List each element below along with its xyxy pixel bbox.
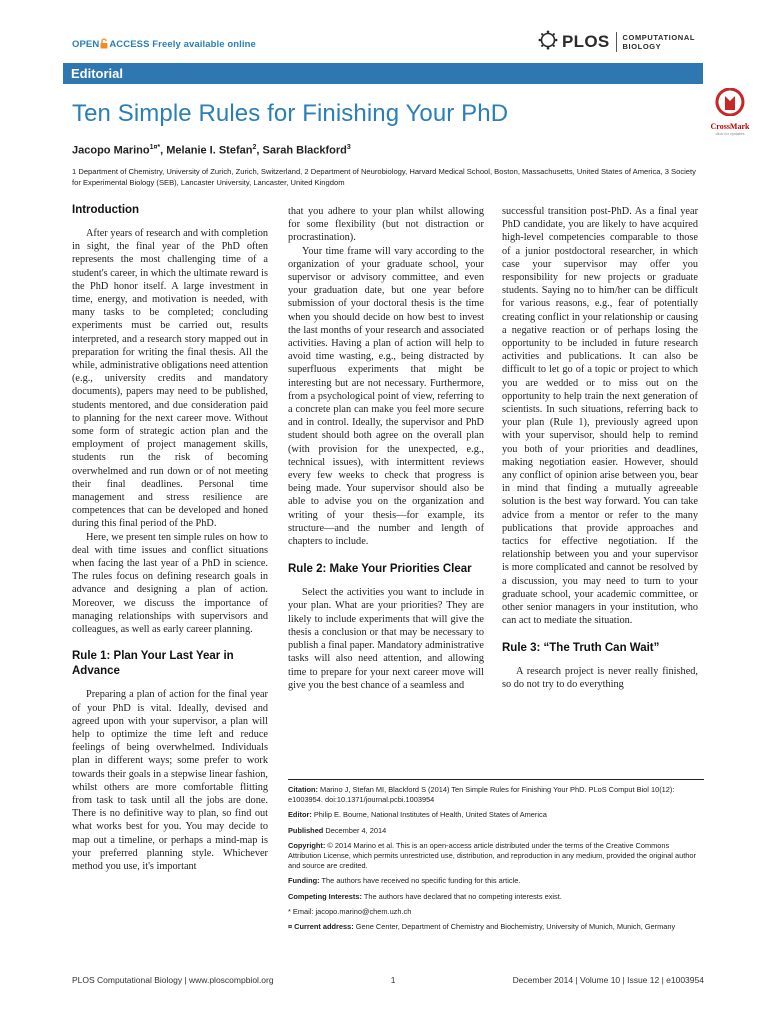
editor-text: Philip E. Bourne, National Institutes of Health, United States of America: [313, 810, 547, 820]
plos-logo-icon: [538, 30, 558, 55]
open-lock-icon: [100, 38, 108, 52]
paragraph: that you adhere to your plan whilst allowing for some flexibility (but not distraction or procrastination).: [288, 206, 484, 244]
funding-label: Funding:: [288, 876, 320, 886]
editor-label: Editor:: [288, 810, 312, 820]
section-banner: Editorial: [63, 63, 703, 84]
open-access-label: [72, 38, 256, 52]
crossmark-sub: click for updates: [715, 131, 745, 136]
published-date: December 4, 2014: [325, 825, 387, 835]
published-label: Published: [288, 825, 324, 835]
logo-divider: [616, 32, 617, 52]
oa-access-text: ACCESS Freely available online: [109, 39, 256, 50]
section-heading-rule-3: Rule 3: “The Truth Can Wait”: [502, 641, 660, 654]
page-footer: [72, 975, 704, 985]
paragraph: Select the activities you want to include in your plan. What are your priorities? They are likely to include experiments that will give the thesis a conclusion or that may be necessary to publish a final paper. Mandatory administrative tasks will also need attention, and allowing time to prepare for your next career move will give you the best chance of a seamless and: [288, 587, 484, 691]
footer-journal[interactable]: PLOS Computational Biology | www.ploscompbiol.org: [72, 975, 274, 985]
section-heading-introduction: Introduction: [72, 204, 140, 216]
competing-interests: [288, 892, 704, 902]
affiliations: 1 Department of Chemistry, University of Zurich, Zurich, Switzerland, 2 Department of Neurobiology, Harvard Medical School, Boston, Massachusetts, United States of America, 3 Society for Experimental Biology (SEB), Lancaster University, Lancaster, United Kingdom: [72, 167, 696, 187]
current-address-label: ¤ Current address:: [288, 922, 354, 932]
funding: [288, 876, 704, 886]
crossmark-label: CrossMark: [710, 122, 750, 131]
body-column-3: [502, 205, 698, 691]
paragraph: Preparing a plan of action for the final year of your PhD is vital. Ideally, devised and agreed upon with your supervisor, a plan will help to optimize the time left and reduce feelings of being overwhelmed. Individuals plan in different ways; some prefer to work towards their goals in a stepwise linear fashion, whilst others are more comfortable flitting from task to task until all the jobs are done. There is no definitive way to plan, so find out what works best for you. You may decide to map out a timeline, or perhaps a mind-map is your preferred planning style. Whichever method you use, it's important: [72, 689, 268, 872]
paragraph: Here, we present ten simple rules on how to deal with time issues and conflict situations when facing the last year of a PhD in science. The rules focus on defining research goals in advance and designing a plan of action. Moreover, we discuss the importance of managing relationships with supervisors and colleagues, as well as early career planning.: [72, 531, 268, 636]
journal-subtitle-line-1: COMPUTATIONAL: [622, 33, 696, 42]
paragraph: A research project is never really finished, so do not try to do everything: [502, 665, 698, 690]
author-name: Melanie I. Stefan: [166, 144, 253, 157]
crossmark-badge[interactable]: [706, 88, 754, 136]
author-list: Jacopo Marino$^{1¤*}$, Melanie I. Stefan$^2$, Sarah Blackford$^3$: [72, 144, 351, 157]
citation-text: Marino J, Stefan MI, Blackford S (2014) Ten Simple Rules for Finishing Your PhD. PLoS Comput Biol 10(12): e1003954. doi:10.1371/journal.pcbi.1003954: [288, 785, 675, 805]
copyright-text: © 2014 Marino et al. This is an open-access article distributed under the terms of the Creative Commons Attribution License, which permits unrestricted use, distribution, and reproduction in any medium, provided the original author and source are credited.: [288, 840, 696, 871]
current-address-text: Gene Center, Department of Chemistry and Biochemistry, University of Munich, Munich, Germany: [355, 922, 676, 932]
body-column-1: [72, 203, 268, 873]
competing-text: The authors have declared that no competing interests exist.: [363, 891, 562, 901]
competing-label: Competing Interests:: [288, 891, 362, 901]
author-name: Jacopo Marino: [72, 144, 150, 157]
paragraph: After years of research and with completion in sight, the final year of the PhD often represents the most challenging time of a student's career, in which the ultimate reward is the PhD honor itself. A large investment in time, energy, and motivation is needed, with many tasks to be completed; concluding experiments must be carried out, results interpreted, and a research story mapped out in preparation for writing the final thesis. All the while, administrative obligations need attention (e.g., university credits and mandatory documents), papers may need to be published, students mentored, and due consideration paid to planning for the next career move. Without some form of strategic action plan and the employment of project management skills, students run the risk of becoming overwhelmed and run down or of not meeting their final deadlines. Personal time management and stress resilience are competences that can be developed and honed during this final period of the PhD.: [72, 228, 268, 530]
citation: [288, 785, 704, 805]
email[interactable]: * Email: jacopo.marino@chem.uzh.ch: [288, 906, 412, 916]
paragraph: successful transition post-PhD. As a final year PhD candidate, you are likely to have acquired high-level competencies comparable to those of a junior postdoctoral researcher, in which case your supervisor may offer you responsibility for new projects or graduate students. Saying no to him/her can be difficult for various reasons, e.g., fear of potentially creating conflict in your relationship or causing a negative reaction or of perhaps losing the opportunity to be included in future research activities and publications. It can also be difficult to let go of a topic or project to which you are wedded or to miss out on the opportunity to help train the next generation of scientists. In such situations, referring back to your plan (Rule 1), previously agreed upon with your supervisor, should help to remind you both of your priorities and deadlines, making negotiation easier. However, should any conflict of opinion arise between you, bear in mind that finding a mutually agreeable solution is the best way forward. You can take advice from a mentor or refer to the many publications that provide approaches and tactics for effective negotiation. If the relationship between you and your supervisor is more complicated and cannot be resolved by a discussion, you may need to turn to your graduate school, your academic committee, or other senior managers in your institution, who can act to mediate the situation.: [502, 206, 698, 627]
current-address: [288, 922, 704, 932]
article-info-box: [288, 779, 704, 937]
footer-issue: December 2014 | Volume 10 | Issue 12 | e1003954: [512, 975, 704, 985]
copyright-label: Copyright:: [288, 840, 326, 850]
oa-open-text: OPEN: [72, 39, 100, 50]
editor: [288, 810, 704, 820]
section-heading-rule-2: Rule 2: Make Your Priorities Clear: [288, 563, 472, 576]
plos-logo[interactable]: [538, 30, 695, 54]
article-title: Ten Simple Rules for Finishing Your PhD: [72, 100, 509, 127]
citation-label: Citation:: [288, 785, 318, 794]
section-heading-rule-1: Rule 1: Plan Your Last Year in Advance: [72, 650, 234, 678]
body-column-2: [288, 205, 484, 692]
author-marks: 2: [252, 144, 257, 151]
published: [288, 826, 704, 836]
journal-subtitle: [623, 33, 696, 51]
author-name: Sarah Blackford: [262, 144, 347, 157]
page-number: 1: [390, 975, 396, 985]
funding-text: The authors have received no specific funding for this article.: [321, 876, 521, 886]
plos-wordmark: PLOS: [562, 32, 610, 51]
crossmark-icon: [714, 103, 746, 120]
journal-subtitle-line-2: BIOLOGY: [622, 42, 662, 51]
copyright: [288, 841, 704, 872]
paragraph: Your time frame will vary according to the organization of your graduate school, your supervisor or advisory committee, and even your graduation date, but one year before submission of your doctoral thesis is the time when you should decide on how best to invest the last months of your research and associated activities. Having a plan of action will help to avoid time wasting, e.g., being distracted by superfluous experiments that might be interesting but are not necessary. Furthermore, from a psychological point of view, referring to a concrete plan can make you feel more secure and in control. Ideally, the supervisor and PhD student should both agree on the overall plan (with provision for the unexpected, e.g., technical issues), with intermittent reviews every few weeks to check that progress is being made. Your supervisor should also be able to advise you on the organization and writing of your thesis—for example, its structure—and the number and length of chapters to include.: [288, 245, 484, 548]
author-marks: 1¤*: [149, 144, 161, 151]
author-marks: 3: [346, 144, 351, 151]
